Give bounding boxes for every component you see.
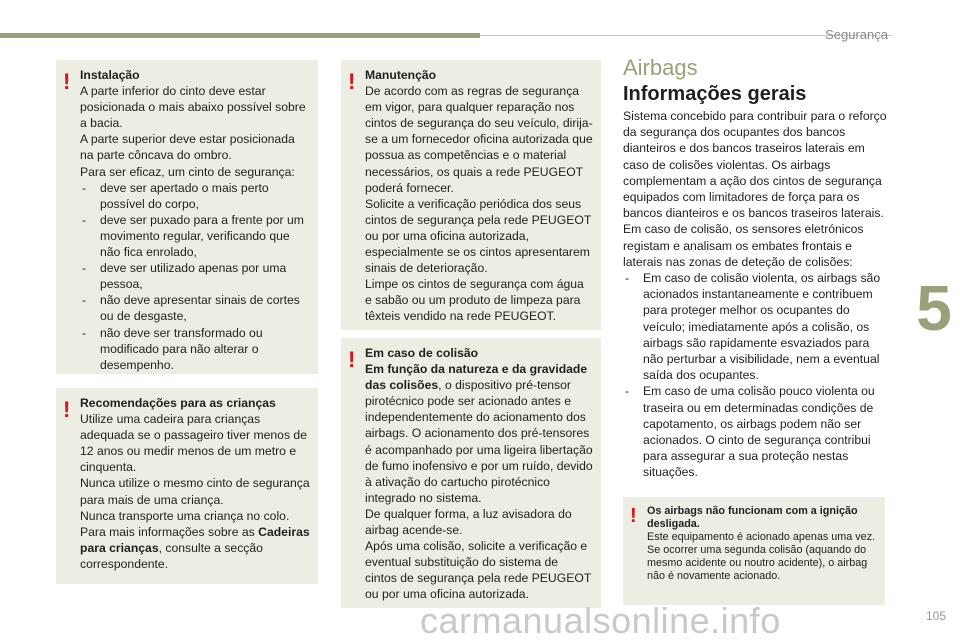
box-title: Os airbags não funcionam com a ignição desligada. (647, 505, 858, 530)
body-paragraph: Sistema concebido para contribuir para o reforço da segurança dos ocupantes dos bancos dianteiros e dos bancos traseiros laterais em caso de colisões violentas. Os airbags complementam a ação dos cintos de segurança equipados com limitadores de força para os bancos dianteiros e os bancos traseiros laterais. (623, 109, 887, 221)
box-paragraph: Nunca utilize o mesmo cinto de segurança para mais de uma criança. (80, 476, 310, 507)
chapter-heading: Airbags (623, 55, 698, 80)
ignition-warning-box (623, 497, 885, 605)
airbags-body (623, 108, 891, 481)
box-paragraph: A parte inferior do cinto deve estar posicionada o mais abaixo possível sobre a bacia. (80, 84, 306, 131)
text-span: , o dispositivo pré-tensor pirotécnico pode ser acionado antes e independentemente do acionamento dos airbags. O acionamento dos pré-tensores é acompanhado por uma ligeira libertação de fumo inofensivo e por um ruído, devido à ativação do cartucho pirotécnico integrado no sistema. (365, 378, 593, 505)
box-paragraph: Para ser eficaz, um cinto de segurança: (80, 164, 295, 179)
box-paragraph: De qualquer forma, a luz avisadora do airbag acende-se. (365, 506, 572, 538)
text-span: Para mais informações sobre as (80, 524, 259, 539)
list-item: - Em caso de uma colisão pouco violenta ou traseira ou em determinadas condições de capotamento, os airbags podem não ser acionados. O cinto de segurança contribui para assegurar a sua proteção nestas situações. (623, 383, 891, 480)
box-paragraph (365, 361, 593, 506)
airbags-list (623, 270, 891, 481)
page-number: 105 (925, 609, 946, 623)
installation-warning-box (56, 60, 318, 374)
warning-icon: ! (630, 505, 637, 527)
box-paragraph: A parte superior deve estar posicionada na parte côncava do ombro. (80, 132, 295, 163)
list-item: - não deve apresentar sinais de cortes ou de desgaste, (80, 292, 310, 324)
box-paragraph: Após uma colisão, solicite a verificação e eventual substituição do sistema de cintos de segurança pela rede PEUGEOT ou por uma oficina autorizada. (365, 539, 592, 602)
box-paragraph (80, 524, 310, 572)
list-item: - deve ser puxado para a frente por um movimento regular, verificando que não fica enrolado, (80, 212, 310, 260)
children-warning-box (56, 388, 318, 584)
section-heading: Informações gerais (623, 83, 807, 105)
box-paragraph: Utilize uma cadeira para crianças adequada se o passageiro tiver menos de 12 anos ou medir menos de um metro e cinquenta. (80, 412, 307, 475)
cross-reference-link[interactable]: Cadeiras para crianças (80, 524, 310, 555)
text-span: , consulte a secção correspondente. (80, 540, 263, 571)
text-span: Em função da natureza e da gravidade das colisões (365, 362, 588, 393)
list-item: - não deve ser transformado ou modificado para não alterar o desempenho. (80, 325, 310, 373)
warning-icon: ! (348, 347, 356, 372)
header-accent-bar (0, 33, 480, 38)
section-title: Segurança (825, 27, 888, 42)
collision-warning-box (341, 338, 601, 608)
installation-list (80, 180, 310, 373)
box-paragraph: Limpe os cintos de segurança com água e sabão ou um produto de limpeza para têxteis vendido na rede PEUGEOT. (365, 277, 584, 324)
box-title: Instalação (80, 68, 140, 82)
box-paragraph: Este equipamento é acionado apenas uma vez. Se ocorrer uma segunda colisão (aquando do mesmo acidente ou noutro acidente), o airbag não é novamente acionado. (647, 531, 876, 582)
box-paragraph: Nunca transporte uma criança no colo. (80, 508, 290, 523)
box-title: Recomendações para as crianças (80, 396, 276, 410)
maintenance-warning-box (341, 60, 601, 330)
chapter-tab (908, 266, 960, 350)
list-item: - deve ser apertado o mais perto possível do corpo, (80, 180, 310, 212)
box-title: Em caso de colisão (365, 346, 479, 360)
warning-icon: ! (348, 69, 356, 94)
box-title: Manutenção (365, 68, 437, 82)
list-item: - deve ser utilizado apenas por uma pessoa, (80, 260, 310, 292)
box-paragraph: Solicite a verificação periódica dos seus cintos de segurança pela rede PEUGEOT ou por uma oficina autorizada, especialmente se os cintos apresentarem sinais de deterioração. (365, 196, 592, 276)
body-paragraph: Em caso de colisão, os sensores eletrónicos registam e analisam os embates frontais e laterais nas zonas de deteção de colisões: (623, 222, 864, 269)
warning-icon: ! (63, 397, 71, 422)
box-paragraph: De acordo com as regras de segurança em vigor, para qualquer reparação nos cintos de segurança do seu veículo, dirija-se a um fornecedor oficina autorizada que possua as competências e o material necessários, os quais a rede PEUGEOT poderá fornecer. (365, 84, 593, 195)
chapter-number: 5 (916, 272, 952, 344)
list-item: - Em caso de colisão violenta, os airbags são acionados instantaneamente e contribuem para proteger melhor os ocupantes do veículo; imediatamente após a colisão, os airbags são rapidamente esvaziados para não perturbar a visibilidade, nem a eventual saída dos ocupantes. (623, 270, 891, 383)
warning-icon: ! (63, 69, 71, 94)
watermark: carmanualsonline.info (420, 600, 781, 640)
